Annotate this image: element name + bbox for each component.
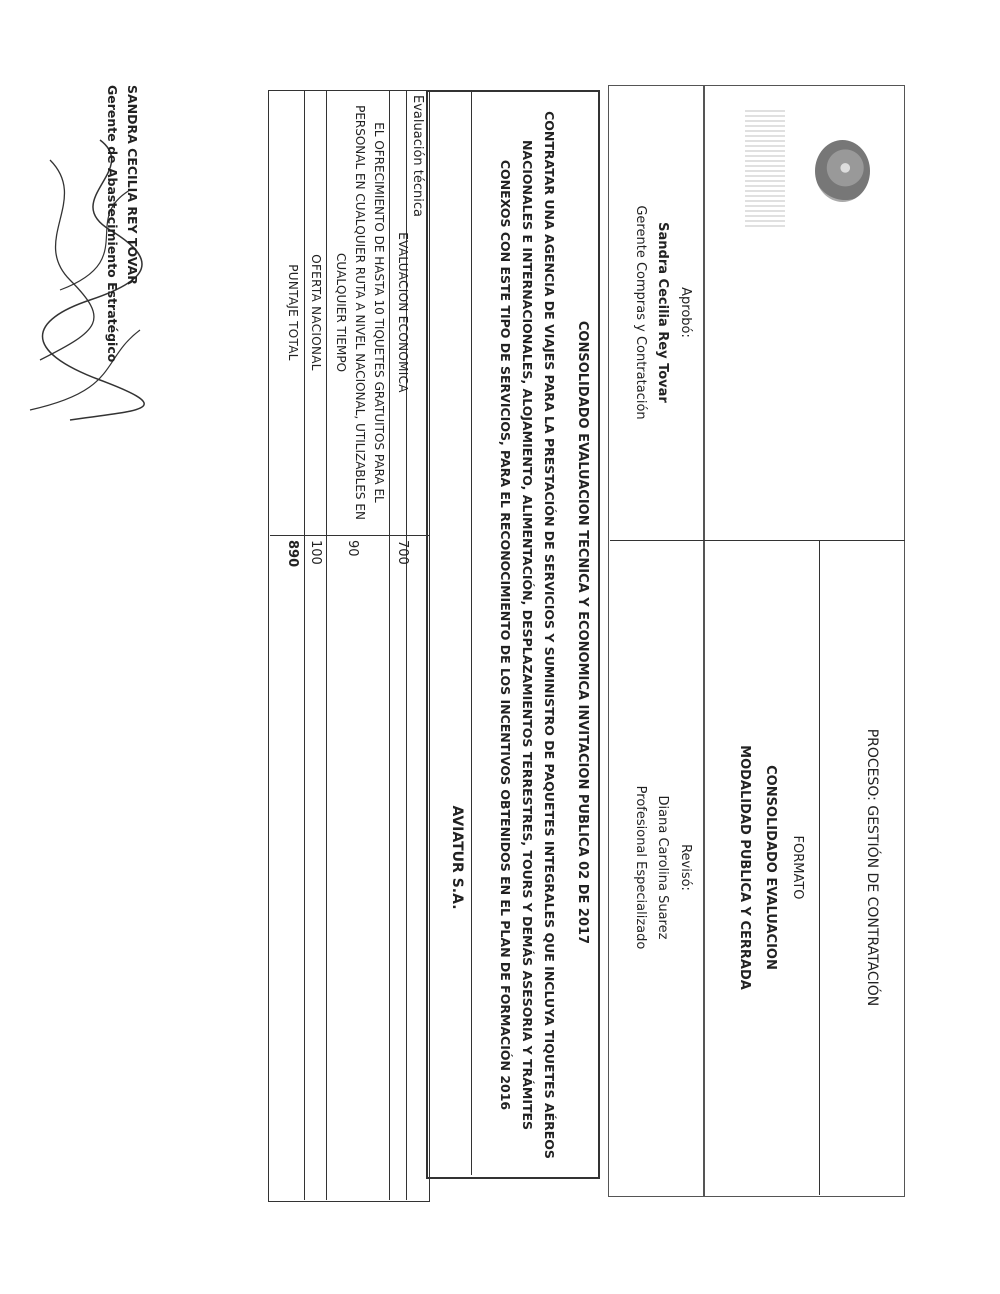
formato-subtitle: MODALIDAD PUBLICA Y CERRADA [737, 745, 752, 990]
table-row-label: EVALUACION ECONOMICA [396, 232, 410, 393]
reviso-label: Revisó: [678, 844, 693, 891]
table-row-value: 700 [395, 540, 410, 565]
contract-object-text: CONTRATAR UNA AGENCIA DE VIAJES PARA LA PRESTACIÓN DE SERVICIOS Y SUMINISTRO DE PAQUETES INTEGRALES QUE INCLUYA TIQUETES AÉREOS NACIONALES E INTERNACIONALES, ALOJAMIENTO, ALIMENTACIÓN, DESPLAZAMIENTOS TERRESTRES, TOURS Y DEMÁS ASESORIA Y TRÁMITES CONEXOS CON ESTE TIPO DE SERVICIOS, PARA EL RECONOCIMIENTO DE LOS INCENTIVOS OBTENIDOS EN EL PLAN DE FORMACIÓN 2016 [498, 111, 557, 1159]
formato-title: CONSOLIDADO EVALUACION [763, 765, 778, 970]
signer-name: SANDRA CECILIA REY TOVAR [125, 85, 140, 285]
signer-role: Gerente de Abastecimiento Estratégico [105, 85, 120, 363]
frame-divider [471, 90, 472, 1175]
header-divider [819, 540, 820, 1195]
table-row-label: PUNTAJE TOTAL [286, 264, 300, 361]
formato-label: FORMATO [790, 835, 805, 900]
table-row-divider [304, 90, 305, 1200]
table-row-divider [326, 90, 327, 1200]
logo-text-mark [745, 110, 785, 230]
table-row-label: EL OFRECIMIENTO DE HASTA 10 TIQUETES GRATUITOS PARA EL PERSONAL EN CUALQUIER RUTA A NIVEL NACIONAL, UTILIZABLES EN CUALQUIER TIEMPO [334, 105, 386, 520]
consolidado-title: CONSOLIDADO EVALUACION TECNICA Y ECONOMICA INVITACION PUBLICA 02 DE 2017 [575, 320, 590, 945]
table-row-label: OFERTA NACIONAL [309, 254, 323, 371]
reviso-name: Diana Carolina Suarez [655, 795, 670, 940]
logo-seal-icon [815, 140, 870, 202]
bidder-name: AVIATUR S.A. [449, 805, 465, 910]
table-row-value: 90 [345, 540, 360, 557]
eval-tecnica-header: Evaluación técnica [410, 95, 425, 217]
aprobo-label: Aprobó: [678, 287, 693, 338]
proceso-title: PROCESO: GESTIÓN DE CONTRATACIÓN [864, 728, 880, 1007]
aprobo-name: Sandra Cecilia Rey Tovar [655, 222, 670, 403]
table-row-divider [389, 90, 390, 1200]
table-row-value: 100 [308, 540, 323, 565]
table-row-value: 890 [285, 540, 300, 568]
reviso-role: Profesional Especializado [633, 785, 648, 950]
aprobo-role: Gerente Compras y Contratación [633, 205, 648, 420]
